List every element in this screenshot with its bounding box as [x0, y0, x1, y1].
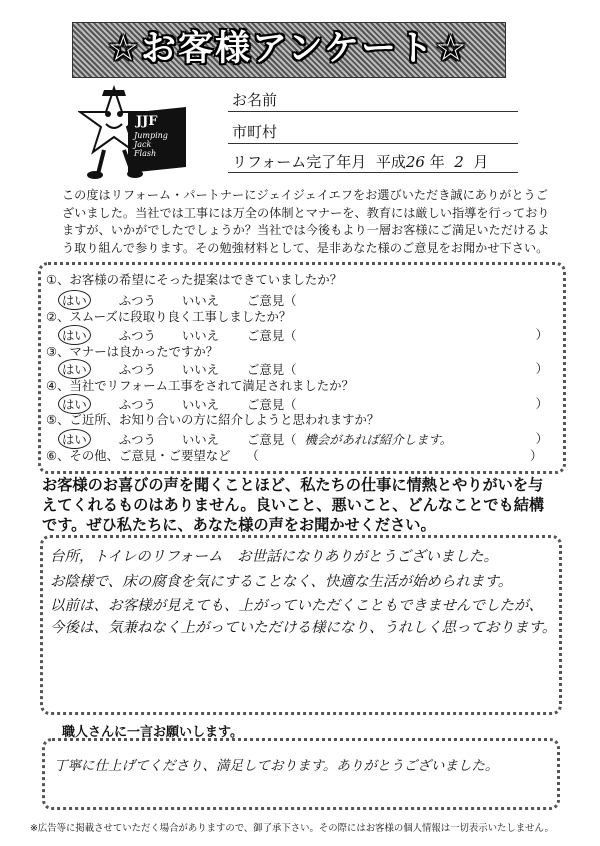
answer-no-2[interactable]: いいえ: [181, 328, 220, 343]
comment-line-1: 台所，トイレのリフォーム お世話になりありがとうございました。: [50, 549, 499, 565]
comment-line-3: 以前は、お客様が見えても、上がっていただくこともできませんでしたが、: [50, 598, 543, 614]
opinion-text-5[interactable]: 機会があれば紹介します。: [304, 432, 453, 447]
completion-date-field[interactable]: [228, 172, 518, 173]
city-field[interactable]: [228, 143, 518, 144]
comment-line-4: 今後は、気兼ねなく上がっていただける様になり、うれしく思っております。: [50, 620, 557, 636]
answer-yes-2[interactable]: はい: [58, 325, 91, 345]
opinion-label-4: ご意見（: [246, 397, 297, 412]
answer-yes-3[interactable]: はい: [58, 359, 91, 379]
answer-neutral-5[interactable]: ふつう: [118, 432, 156, 447]
intro-text: この度はリフォーム・パートナーにジェイジェイエフをお選びいただき誠にありがとうございました。当社では工事には万全の体制とマナーを、教育には厳しい指導を行っておりますが、いかがでしたでしょうか？当社では今後もより一層お客様にご満足いただけるよう取り組んで参ります。その勉強材料として、是非あなた様のご意見をお聞かせ下さい。: [62, 188, 550, 255]
question-1: ①、お客様の希望にそった提案はできていましたか？: [46, 272, 343, 287]
question-5: ⑤、ご近所、お知り合いの方に紹介しようと思われますか？: [46, 412, 380, 427]
craftsman-box: [42, 738, 560, 810]
answer-no-3[interactable]: いいえ: [181, 362, 220, 377]
opinion-close-4: ）: [535, 396, 548, 411]
answer-yes-1[interactable]: はい: [58, 290, 91, 310]
answer-no-5[interactable]: いいえ: [181, 432, 220, 447]
answer-no-1[interactable]: いいえ: [181, 293, 220, 308]
comment-line-2: お陰様で、床の腐食を気にすることなく、快適な生活が始められます。: [50, 574, 513, 590]
name-field[interactable]: [228, 111, 518, 112]
year-value: 26: [405, 153, 425, 171]
page-title: ☆お客様アンケート☆: [107, 29, 469, 69]
answer-yes-4[interactable]: はい: [58, 394, 91, 414]
completion-date-label: リフォーム完了年月 平成26 年 2 月: [232, 153, 489, 171]
opinion-label-5: ご意見（: [246, 432, 297, 447]
craftsman-label: 職人さんに一言お願いします。: [62, 725, 243, 740]
opinion-label-3: ご意見（: [246, 362, 297, 377]
answer-neutral-1[interactable]: ふつう: [118, 293, 156, 308]
question-4: ④、当社でリフォーム工事をされて満足されましたか？: [46, 378, 354, 393]
logo-tagline: Jumping Jack Flash: [134, 131, 168, 158]
opinion-label-1: ご意見（: [246, 293, 297, 308]
opinion-label-2: ご意見（: [246, 328, 297, 343]
city-label: 市町村: [232, 123, 278, 141]
answer-yes-5[interactable]: はい: [58, 429, 91, 449]
answer-neutral-2[interactable]: ふつう: [118, 328, 156, 343]
question-6: ⑥、その他、ご意見・ご要望など （: [46, 448, 259, 463]
craftsman-comment: 丁寧に仕上げてくださり、満足しております。ありがとうございました。: [54, 758, 499, 774]
footer-note: ※広告等に掲載させていただく場合がありますので、御了承下さい。その際にはお客様の個人情報は一切表示いたしません。: [30, 823, 554, 834]
q6-close: ）: [530, 448, 543, 463]
voice-prompt: お客様のお喜びの声を聞くことほど、私たちの仕事に情熱とやりがいを与えてくれるものはありません。良いこと、悪いこと、どんなことでも結構です。ぜひ私たちに、あなた様の声をお聞かせください。: [42, 476, 545, 534]
question-3: ③、マナーは良かったですか？: [46, 344, 219, 359]
name-label: お名前: [232, 91, 278, 109]
answer-neutral-4[interactable]: ふつう: [118, 397, 156, 412]
opinion-close-3: ）: [535, 361, 548, 376]
logo-brand: JJF: [136, 114, 158, 129]
month-value: 2: [454, 153, 464, 171]
opinion-close-5: ）: [535, 431, 548, 446]
opinion-close-2: ）: [535, 327, 548, 342]
question-2: ②、スムーズに段取り良く工事しましたか？: [46, 309, 292, 324]
answer-neutral-3[interactable]: ふつう: [118, 362, 156, 377]
answer-no-4[interactable]: いいえ: [181, 397, 220, 412]
